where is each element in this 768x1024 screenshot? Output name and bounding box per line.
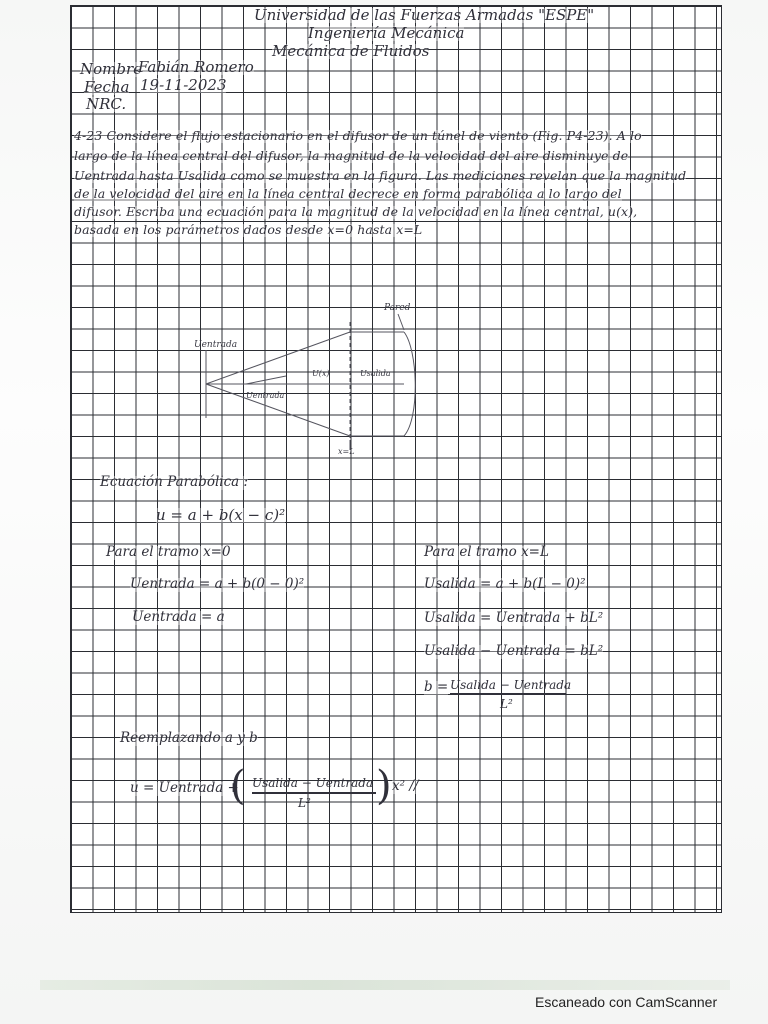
problem-line: Uentrada hasta Usalida como se muestra en la figura. Las mediciones revelan que la magnitud — [74, 168, 687, 183]
date-label: Fecha — [84, 78, 130, 96]
flow-arrow-line — [246, 376, 286, 384]
right-equation-3: Usalida − Uentrada = bL² — [424, 643, 604, 659]
career-title: Ingeniería Mecánica — [308, 24, 465, 42]
problem-line: 4-23 Considere el flujo estacionario en el difusor de un túnel de viento (Fig. P4-23). A lo — [74, 128, 642, 143]
b-numerator: Usalida − Uentrada — [450, 678, 572, 692]
camscanner-watermark: Escaneado con CamScanner — [535, 994, 718, 1010]
ux-label: U(x) — [312, 369, 330, 378]
left-section-title: Para el tramo x=0 — [106, 544, 231, 560]
final-denominator: L² — [298, 796, 311, 810]
replace-title: Reemplazando a y b — [120, 730, 258, 746]
b-fraction-bar — [450, 693, 566, 695]
nrc-label: NRC. — [86, 95, 127, 113]
parabolic-equation: u = a + b(x − c)² — [156, 506, 286, 524]
name-value: Fabián Romero — [138, 58, 254, 76]
b-denominator: L² — [500, 697, 513, 711]
final-numerator: Usalida − Uentrada — [252, 776, 374, 790]
final-fraction-bar — [252, 792, 376, 794]
left-equation-1: Uentrada = a + b(0 − 0)² — [130, 576, 305, 592]
final-right-paren: ) — [376, 763, 392, 809]
final-lhs: u = Uentrada + — [130, 780, 239, 796]
name-label: Nombre — [80, 60, 143, 78]
problem-line: de la velocidad del aire en la línea central decrece en forma parabólica a lo largo del — [74, 186, 622, 201]
problem-line: difusor. Escriba una ecuación para la magnitud de la velocidad en la línea central, u(x), — [74, 204, 638, 219]
parabolic-title: Ecuación Parabólica : — [100, 474, 249, 490]
pared-pointer — [398, 314, 404, 330]
final-left-paren: ( — [230, 763, 246, 809]
right-section-title: Para el tramo x=L — [424, 544, 549, 560]
outlet-curve — [404, 332, 415, 436]
outlet-label: Usalida — [360, 369, 391, 378]
university-title: Universidad de las Fuerzas Armadas "ESPE" — [254, 6, 595, 24]
problem-line: largo de la línea central del difusor, la magnitud de la velocidad del aire disminuye de — [74, 148, 629, 163]
inlet-label: Uentrada — [194, 340, 238, 350]
right-equation-2: Usalida = Uentrada + bL² — [424, 610, 604, 626]
final-tail: x² // — [392, 778, 419, 794]
date-value: 19-11-2023 — [140, 76, 227, 94]
problem-line: basada en los parámetros dados desde x=0 hasta x=L — [74, 222, 423, 237]
xl-label: x=L — [338, 447, 355, 456]
wall-label: Pared — [384, 303, 411, 313]
left-equation-2: Uentrada = a — [132, 609, 225, 625]
right-equation-1: Usalida = a + b(L − 0)² — [424, 576, 586, 592]
b-lhs: b = — [424, 679, 449, 695]
flow-label: Uentrada — [246, 391, 285, 400]
course-title: Mecánica de Fluidos — [272, 42, 430, 60]
